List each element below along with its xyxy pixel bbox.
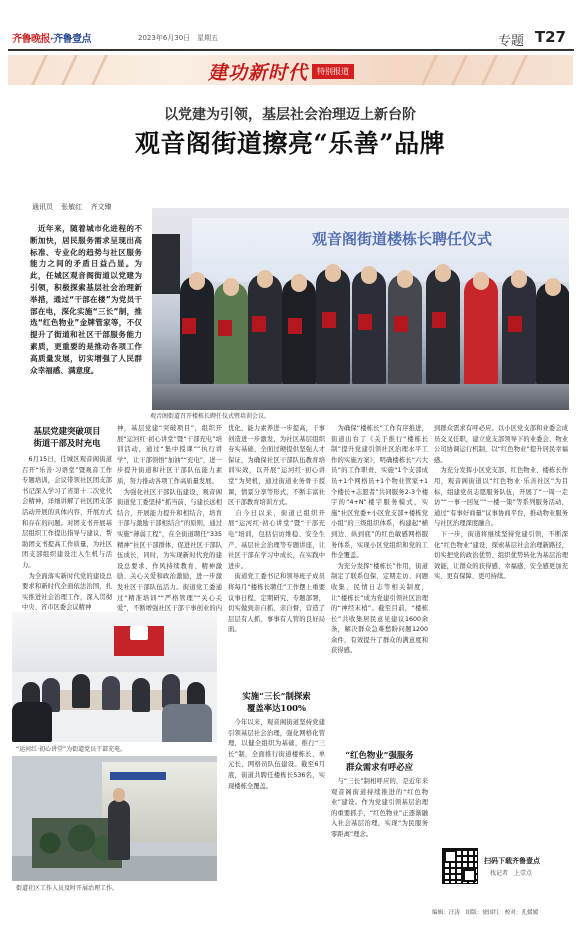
training-photo xyxy=(12,612,217,742)
training-photo-caption: “运河红·初心讲堂”为街道党员干部充电。 xyxy=(16,746,127,753)
article-column-4: 为确保“楼栋长”工作有序推进，街道出台了《关于推行“楼栋长制”提升党建引领社区治理水平工作的实施方案》，明确楼栋长“六大员”的工作职责、实施“1个支部成员+1个网格员+1个物业管家+1个楼长+志愿者”共同服务2-3个楼宇的“4+N”楼宇服务模式，实施“社区党委+小区党支部+楼栋党小组”的三级组织体系，构建起“横到边、纵到底”的红色敏感网格服务体系，实现小区党组织和党的工作全覆盖。 为充分发挥“楼栋长”作用，街道制定了联系包保、定期走访、问题收集、民情日志等相关制度，让“楼栋长”成为党建引领社区治理的“神经末梢”。截至目前，“楼栋长”共收集居民意见建议1600余条，解决群众急难愁盼问题1200余件，有效提升了群众的满意度和获得感。 xyxy=(331,425,428,655)
qr-code-icon[interactable] xyxy=(442,848,478,884)
article-column-4-continued: 与“三长”制相呼应的，是近年来观音阁街道持续推进的“红色物业”建设。作为党建引领基层治理的重要抓手，“红色物业”正逐渐融入社会基层治理，实现“为民服务零距离”理念。 xyxy=(331,778,428,838)
issue-date: 2023年6月30日 星期五 xyxy=(138,34,219,42)
newspaper-logo xyxy=(12,30,91,45)
community-work-photo xyxy=(12,756,217,881)
qr-download-text: 扫码下载齐鲁壹点 xyxy=(484,857,540,865)
editor-credits: 编辑：汪涛 组版：徐国红 校对：孔媛媛 xyxy=(432,910,539,916)
section-1-body: 6月15日，任城区观音阁街道召开“乐善·习语堂”暨观音工作专题培训，会议带领社区团支部书记深入学习了省第十二次党代会精神，详细讲解了社区团支部活动开展的具体内容、开展方式和存在的问题。对团支书开展基层组织工作提出指导与建议，帮助团支书提高工作质量，为社区团支部组织建设注入生机与活力。 为全面落实新时代党的建设总要求和新时代全面依法治国，扎实推进社会治理工作，深入贯彻中央、省市区委会议精神 xyxy=(22,456,112,612)
section-heading-3: “红色物业”强服务 群众需求有呼必应 xyxy=(345,750,414,772)
camera-icon xyxy=(152,234,180,294)
party-logo-icon xyxy=(130,626,148,640)
special-report-banner xyxy=(8,55,573,85)
article-column-2: 神，基层党建“突破项目”，组织开展“运河红·初心讲堂”暨“干部充电”培训活动，通过“集中授课”“执行讲学”，让干部领悟“加油”“充电”，进一步提升街道和社区干部队伍能力素质，努力推动各项工作高质量发展。 为强化社区干部队伍建设，观音阁街道党工委坚持“抓当前、与建长远相结合，开展能力提升和相结合，培育干部与激励干部相结合”的原则，通过实施“薄弱工程”，在全街道聘任“335精神”社区干部群体，促进社区干部队伍成长，同时，为实现新时代党的建设总要求、作风持续教育、精神激励、关心关爱和政治激励，进一步激发社区干部队伍活力。街道党工委通过“精准培训”“严格管理”“关心关爱”，不断增强社区干部干事创业的内 xyxy=(117,425,222,613)
byline-author-2: 齐文臻 xyxy=(90,203,112,211)
article-column-3: 优化、能力素养进一步提高，干事创造进一步激发，为社区基层组织夯实基础、全面过硬提供坚强人才保证，为确保社区干部队伍教育培训实效，以开展“运河红·初心讲堂”为契机，通过街道业务骨干授课，情景分享等形式，不断丰富社区干部教育培训方式。 自今日以来，街道已组织开展“运河红·初心讲堂”暨“干部充电”培训，包括信访维稳、安全生产、基层社会治理等专题讲座，让社区干部在学习中成长，在实践中进步。 街道党工委书记和领导班子成员将每月“楼栋长聘任”工作摆上重要议事日程，定期研究、专题部署，切实做到亲自抓、亲自督，营造了层层有人抓、事事有人管的良好局面。 xyxy=(228,425,325,634)
brand-name: 齐鲁晚报 xyxy=(12,34,50,45)
section-heading-2: 实施“三长”制探索 覆盖率达100% xyxy=(242,691,311,713)
masthead-rule xyxy=(8,49,574,51)
byline-author-1: 张敏红 xyxy=(61,203,83,211)
banner-title: 建功新时代 xyxy=(208,62,309,84)
byline xyxy=(32,202,117,212)
section-heading-1: 基层党建突破项目 街道干部及时充电 xyxy=(33,426,101,448)
article-lead: 近年来，随着城市化进程的不断加快，居民服务需求呈现出高标准、专业化的趋势与社区服务能力之间的矛盾日益凸显。为此，任城区观音阁街道以党建为引领，积极探索基层社会治理新举措，通过“干部在楼”为党员干部在电，深化实施“三长”制，推选“红色物业”金牌管家等，不仅提升了街道和社区干部服务能力素质，更重要的是推动各项工作高质量发展，切实增强了人民群众幸福感、满意度。 xyxy=(30,224,142,375)
special-report-tag: 特别报道 xyxy=(312,64,354,79)
article-subtitle: 以党建为引领，基层社会治理迈上新台阶 xyxy=(164,107,416,123)
masthead xyxy=(0,0,580,50)
community-work-photo-caption: 街道社区工作人员及时开展治理工作。 xyxy=(16,885,119,892)
article-column-5: 到群众需求有呼必应。以小区党支部和业委会成员交叉任职，建立党支部领导下的业委会、物业公司协调运行机制，以“红色物业”提升居民幸福感。 为充分发挥小区党支部、红色物业、楼栋长作用，观音阁街道以“红色物业·乐善社区”为目标，组建党员志愿服务队伍，开展了“一周一走访”“一事一回复”“一楼一策”等系列服务活动，通过“有事好商量”议事协商平台，推动物业服务与社区治理深度融合。 下一步，街道将继续坚持党建引领，不断深化“红色物业”建设，探索基层社会治理新路径，切实把党的政治优势、组织优势转化为基层治理效能，让群众的获得感、幸福感、安全感更加充实、更有保障、更可持续。 xyxy=(434,425,568,581)
byline-label: 通讯员 xyxy=(32,203,53,211)
ceremony-photo: 观音阁街道楼栋长聘任仪式 xyxy=(152,208,569,410)
qr-slogan-text: 找记者 上壹点 xyxy=(490,870,533,877)
page-number: T27 xyxy=(534,28,566,46)
ceremony-photo-caption: 观音阁街道召开楼栋长聘任仪式暨培训会议。 xyxy=(150,413,271,420)
section-label: 专题 xyxy=(497,34,524,49)
brand-app-name: ·齐鲁壹点 xyxy=(50,34,91,45)
article-headline: 观音阁街道擦亮“乐善”品牌 xyxy=(134,129,446,158)
article-column-3-continued: 今年以来，观音阁街道坚持党建引领基层社会治理，强化网格化管理，以健全组织为基础，推行“三长”制，全面推行街道楼栋长、单元长、网格员队伍建设。截至6月底，街道共聘任楼栋长536名，实现楼栋全覆盖。 xyxy=(228,719,325,790)
